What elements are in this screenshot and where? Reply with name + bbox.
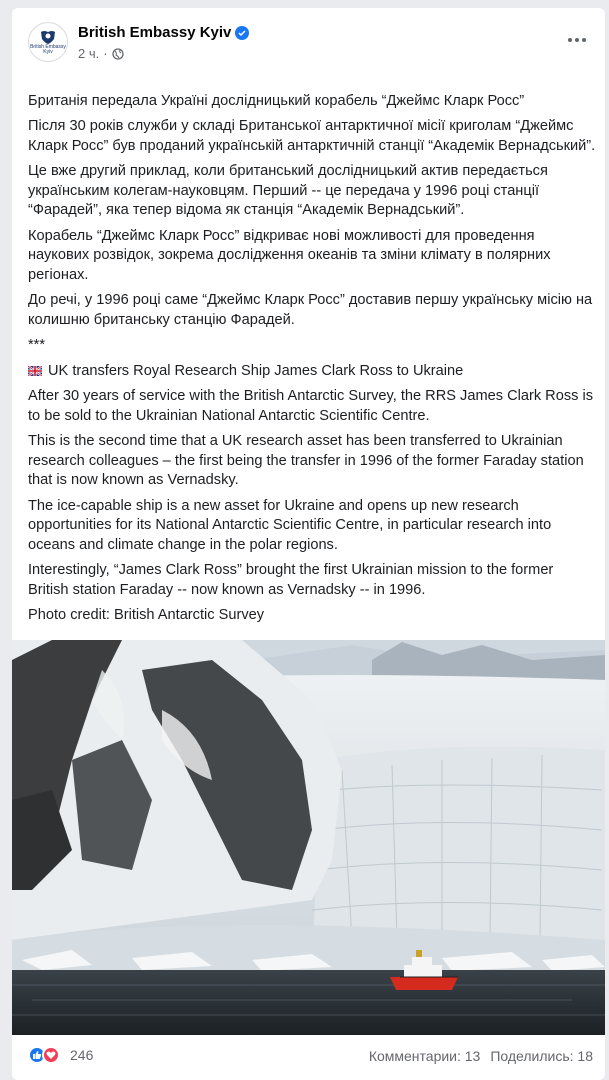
post-header: [28, 18, 593, 68]
en-paragraph-4: Interestingly, “James Clark Ross” brought the first Ukrainian mission to the former British station Faraday -- now known as Vernadsky -- in 1996.: [28, 562, 554, 598]
reactions-summary[interactable]: [28, 1046, 93, 1064]
post-photo[interactable]: [12, 640, 605, 1035]
post-text: [28, 66, 596, 632]
ua-title-line: [28, 66, 596, 86]
en-title: UK transfers Royal Research Ship James Clark Ross to Ukraine: [48, 362, 464, 379]
avatar-sublabel: Kyiv: [43, 49, 53, 55]
photo-credit: Photo credit: British Antarctic Survey: [28, 607, 265, 623]
post-time[interactable]: 2 ч.: [78, 46, 100, 61]
comments-count-link[interactable]: Комментарии: 13: [368, 1048, 481, 1064]
ua-paragraph-2: Це вже другий приклад, коли британський дослідницький актив передається українським колегам-науковцям. Перший -- це передача у 1996 році станції “Фарадей”, яка тепер відома як станція “Академік Вернадський”.: [28, 163, 548, 218]
avatar[interactable]: [28, 22, 68, 62]
en-paragraph-1: After 30 years of service with the British Antarctic Survey, the RRS James Clark Ross is to be sold to the Ukrainian National Antarctic Scientific Centre.: [28, 388, 594, 424]
en-paragraph-2: This is the second time that a UK research asset has been transferred to Ukrainian research colleagues – the first being the transfer in 1996 of the former Faraday station that is now known as Vernadsky.: [28, 433, 584, 488]
verified-badge-icon: [235, 26, 249, 40]
dot-icon: [575, 38, 579, 42]
dot-icon: [568, 38, 572, 42]
post-meta: [78, 46, 124, 61]
ua-paragraph-3: Корабель “Джеймс Кларк Росс” відкриває нові можливості для проведення наукових розвідок, зокрема дослідження океанів та зміни клімату в полярних регіонах.: [28, 227, 551, 283]
reaction-count[interactable]: 246: [70, 1047, 94, 1063]
dot-icon: [582, 38, 586, 42]
en-title-line: [28, 362, 596, 382]
page-name-link[interactable]: [78, 24, 249, 41]
globe-icon[interactable]: [112, 48, 124, 60]
page-name[interactable]: British Embassy Kyiv: [78, 24, 232, 41]
uk-flag-icon: [28, 366, 42, 376]
antarctic-ship-photo: [12, 640, 605, 1035]
ua-title: Британія передала Україні дослідницький корабель “Джеймс Кларк Росс”: [28, 92, 525, 109]
crest-icon: [39, 29, 57, 45]
post-card: [12, 8, 605, 1080]
dot-separator: ·: [103, 46, 108, 61]
more-options-button[interactable]: [561, 28, 593, 52]
ua-paragraph-1: Після 30 років служби у складі Британської антарктичної місії криголам “Джеймс Кларк Росс” був проданий українській антарктичній станції “Академік Вернадський”.: [28, 118, 596, 154]
ua-paragraph-4: До речі, у 1996 році саме “Джеймс Кларк Росс” доставив першу українську місію на колишню британську станцію Фарадей.: [28, 292, 593, 328]
love-reaction-icon: [42, 1046, 60, 1064]
ukraine-flag-icon: [28, 70, 42, 80]
engagement-counts: [369, 1048, 593, 1064]
post-footer: [28, 1044, 593, 1070]
shares-count-link[interactable]: Поделились: 18: [490, 1048, 593, 1064]
separator: ***: [28, 337, 46, 353]
avatar-label: British Embassy: [30, 44, 66, 50]
en-paragraph-3: The ice-capable ship is a new asset for Ukraine and opens up new research opportunities for its National Antarctic Scientific Centre, in particular research into oceans and climate change in the polar regions.: [28, 497, 552, 553]
